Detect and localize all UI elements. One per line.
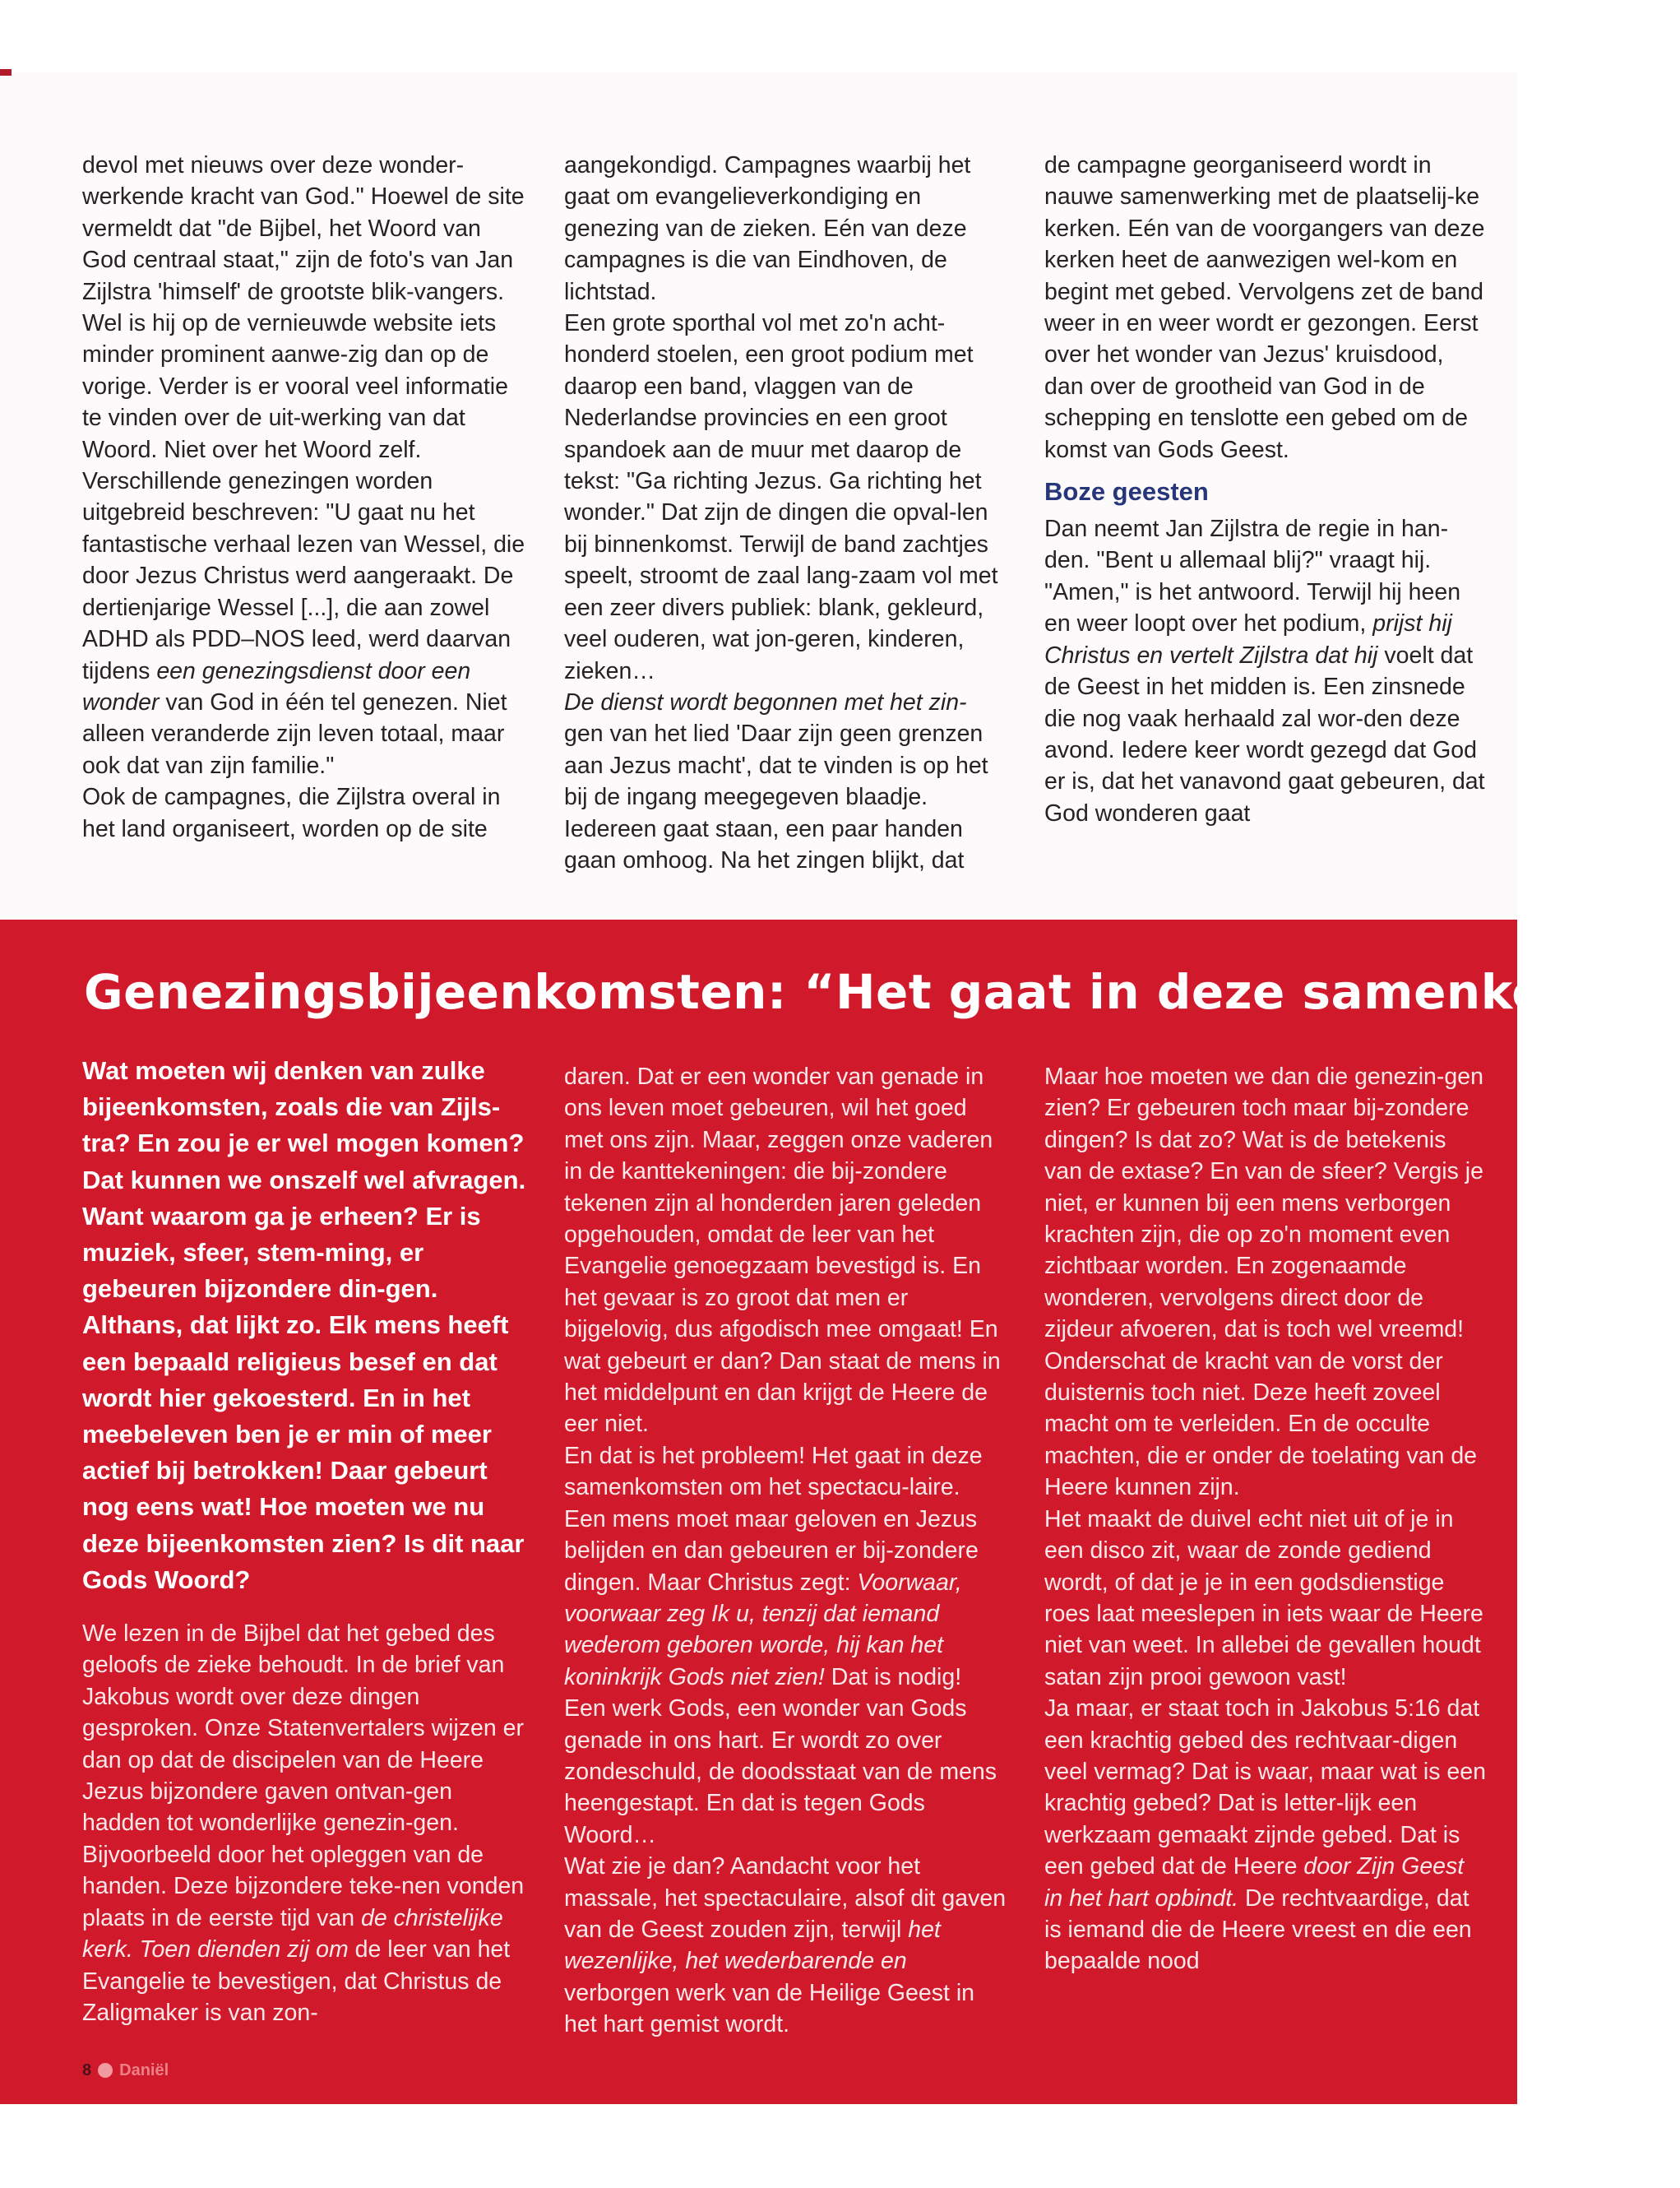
top-col1-italic: een genezingsdienst door een wonder bbox=[82, 657, 471, 716]
top-column-1 bbox=[82, 150, 526, 845]
feature-intro: Wat moeten wij denken van zulke bijeenkomsten, zoals die van Zijls-tra? En zou je er wel mogen komen? Dat kunnen we onszelf wel afvragen. Want waarom ga je erheen? Er is muziek, sfeer, stem-ming, er gebeuren bijzondere din-gen. Althans, dat lijkt zo. Elk mens heeft een bepaald religieus besef en dat wordt hier gekoesterd. En in het meebeleven ben je er min of meer actief bij betrokken! Daar gebeurt nog eens wat! Hoe moeten we nu deze bijeenkomsten zien? Is dit naar Gods Woord? bbox=[82, 1056, 526, 1594]
magazine-name: Daniël bbox=[119, 2061, 169, 2079]
top-col3-italic: prijst hij Christus en vertelt Zijlstra dat hij bbox=[1044, 610, 1452, 669]
page-footer bbox=[82, 2058, 169, 2083]
top-col2-italic: De dienst wordt begonnen met het zin- bbox=[564, 688, 967, 716]
feature-headline: Genezingsbijeenkomsten: “Het gaat in deze samenkomste bbox=[84, 964, 1680, 1020]
feature-col3-para-2: Het maakt de duivel echt niet uit of je in een disco zit, waar de zonde gediend wordt, of dat je je in een godsdienstige roes laat meeslepen in iets waar de Heere niet van weet. In allebei de gevallen houdt satan zijn prooi gewoon vast! bbox=[1044, 1505, 1483, 1690]
top-col2-para-1: aangekondigd. Campagnes waarbij het gaat om evangelieverkondiging en genezing van de zieken. Eén van deze campagnes is die van Eindhoven, de lichtstad. bbox=[564, 152, 971, 305]
feature-col1-italic: de christelijke kerk. Toen dienden zij om bbox=[82, 1904, 503, 1963]
feature-column-2 bbox=[564, 1061, 1008, 2041]
magazine-logo-icon bbox=[98, 2063, 113, 2078]
top-col2-para-3: De dienst wordt begonnen met het zin- gen van het lied 'Daar zijn geen grenzen aan Jezus macht', dat te vinden is op het bij de ingang meegegeven blaadje. Iedereen gaat staan, een paar handen gaan omhoog. Na het zingen blijkt, dat bbox=[564, 688, 988, 874]
top-col3-para-1: de campagne georganiseerd wordt in nauwe samenwerking met de plaatselij-ke kerken. Eén van de voorgangers van deze kerken heet de aanwezigen wel-kom en begint met gebed. Vervolgens zet de band weer in en weer wordt er gezongen. Eerst over het wonder van Jezus' kruisdood, dan over de grootheid van God in de schepping en tenslotte een gebed om de komst van Gods Geest. bbox=[1044, 152, 1485, 463]
feature-column-3 bbox=[1044, 1061, 1488, 1977]
feature-col2-italic-quote: Voorwaar, voorwaar zeg Ik u, tenzij dat iemand wederom geboren worde, hij kan het koninkrijk Gods niet zien! bbox=[564, 1569, 962, 1690]
feature-col3-para-1: Maar hoe moeten we dan die genezin-gen zien? Er gebeuren toch maar bij-zondere dingen? Is dat zo? Wat is de betekenis van de extase? En van de sfeer? Vergis je niet, er kunnen bij een mens verborgen krachten zijn, die op zo'n moment even zichtbaar worden. En zogenaamde wonderen, vervolgens direct door de zijdeur afvoeren, dat is toch wel vreemd! Onderschat de kracht van de vorst der duisternis toch niet. Deze heeft zoveel macht om te verleiden. En de occulte machten, die er onder de toelating van de Heere kunnen zijn. bbox=[1044, 1064, 1483, 1501]
top-col2-para-2: Een grote sporthal vol met zo'n acht-honderd stoelen, een groot podium met daarop een band, vlaggen van de Nederlandse provincies en een groot spandoek aan de muur met daarop de tekst: "Ga richting Jezus. Ga richting het wonder." Dat zijn de dingen die opval-len bij binnenkomst. Terwijl de band zachtjes speelt, stroomt de zaal lang-zaam vol met een zeer divers publiek: blank, gekleurd, veel ouderen, wat jon-geren, kinderen, zieken… bbox=[564, 310, 998, 684]
top-column-2 bbox=[564, 150, 1008, 876]
feature-column-1 bbox=[82, 1053, 526, 2028]
top-col3-para-2: Dan neemt Jan Zijlstra de regie in han-den. "Bent u allemaal blij?" vraagt hij. "Amen," is het antwoord. Terwijl hij heen en weer loopt over het podium, prijst hij Christus en vertelt Zijlstra dat hij voelt dat de Geest in het midden is. Een zinsnede die nog vaak herhaald zal wor-den deze avond. Iedere keer wordt gezegd dat God er is, dat het vanavond gaat gebeuren, dat God wonderen gaat bbox=[1044, 516, 1485, 827]
top-column-3 bbox=[1044, 150, 1488, 829]
feature-col2-para-2: En dat is het probleem! Het gaat in deze samenkomsten om het spectacu-laire. Een mens moet maar geloven en Jezus belijden en dan gebeuren er bij-zondere dingen. Maar Christus zegt: Voorwaar, voorwaar zeg Ik u, tenzij dat iemand wederom geboren worde, hij kan het koninkrijk Gods niet zien! Dat is nodig! Een werk Gods, een wonder van Gods genade in ons hart. Er wordt zo over zondeschuld, de doodsstaat van de mens heengestapt. En dat is tegen Gods Woord… bbox=[564, 1442, 997, 1848]
subheading-boze-geesten: Boze geesten bbox=[1044, 477, 1209, 507]
feature-col1-para-1: We lezen in de Bijbel dat het gebed des geloofs de zieke behoudt. In de brief van Jakobus wordt over deze dingen gesproken. Onze Statenvertalers wijzen er dan op dat de discipelen van de Heere Jezus bijzondere gaven ontvan-gen hadden tot wonderlijke genezin-gen. Bijvoorbeeld door het opleggen van de handen. Deze bijzondere teke-nen vonden plaats in de eerste tijd van de christelijke kerk. Toen dienden zij om de leer van het Evangelie te bevestigen, dat Christus de Zaligmaker is van zon- bbox=[82, 1620, 525, 2026]
feature-col2-para-3: Wat zie je dan? Aandacht voor het massale, het spectaculaire, alsof dit gaven van de Geest zouden zijn, terwijl het wezenlijke, het wederbarende en verborgen werk van de Heilige Geest in het hart gemist wordt. bbox=[564, 1853, 1007, 2038]
feature-col3-para-3: Ja maar, er staat toch in Jakobus 5:16 dat een krachtig gebed des rechtvaar-digen veel vermag? Dat is waar, maar wat is een krachtig gebed? Dat is letter-lijk een werkzaam gemaakt zijnde gebed. Dat is een gebed dat de Heere door Zijn Geest in het hart opbindt. De rechtvaardige, dat is iemand die de Heere vreest en die een bepaalde nood bbox=[1044, 1695, 1486, 1975]
page-number: 8 bbox=[82, 2061, 92, 2079]
feature-col2-para-1: daren. Dat er een wonder van genade in ons leven moet gebeuren, wil het goed met ons zijn. Maar, zeggen onze vaderen in de kanttekeningen: die bij-zondere tekenen zijn al honderden jaren geleden opgehouden, omdat de leer van het Evangelie genoegzaam bevestigd is. En het gevaar is zo groot dat men er bijgelovig, dus afgodisch mee omgaat! En wat gebeurt er dan? Dan staat de mens in het middelpunt en dan krijgt de Heere de eer niet. bbox=[564, 1064, 1001, 1438]
feature-col2-italic: het wezenlijke, het wederbarende en bbox=[564, 1916, 941, 1975]
corner-mark bbox=[0, 69, 12, 76]
top-col1-para-1: devol met nieuws over deze wonder-werkende kracht van God." Hoewel de site vermeldt dat "de Bijbel, het Woord van God centraal staat," zijn de foto's van Jan Zijlstra 'himself' de grootste blik-vangers. Wel is hij op de vernieuwde website iets minder prominent aanwe-zig dan op de vorige. Verder is er vooral veel informatie te vinden over de uit-werking van dat Woord. Niet over het Woord zelf. Verschillende genezingen worden uitgebreid beschreven: "U gaat nu het fantastische verhaal lezen van Wessel, die door Jezus Christus werd aangeraakt. De dertienjarige Wessel [...], die aan zowel ADHD als PDD–NOS leed, werd daarvan tijdens een genezingsdienst door een wonder van God in één tel genezen. Niet alleen veranderde zijn leven totaal, maar ook dat van zijn familie." bbox=[82, 152, 525, 779]
top-col1-para-2: Ook de campagnes, die Zijlstra overal in het land organiseert, worden op de site bbox=[82, 784, 501, 842]
feature-col3-italic: door Zijn Geest in het hart opbindt. bbox=[1044, 1853, 1465, 1912]
